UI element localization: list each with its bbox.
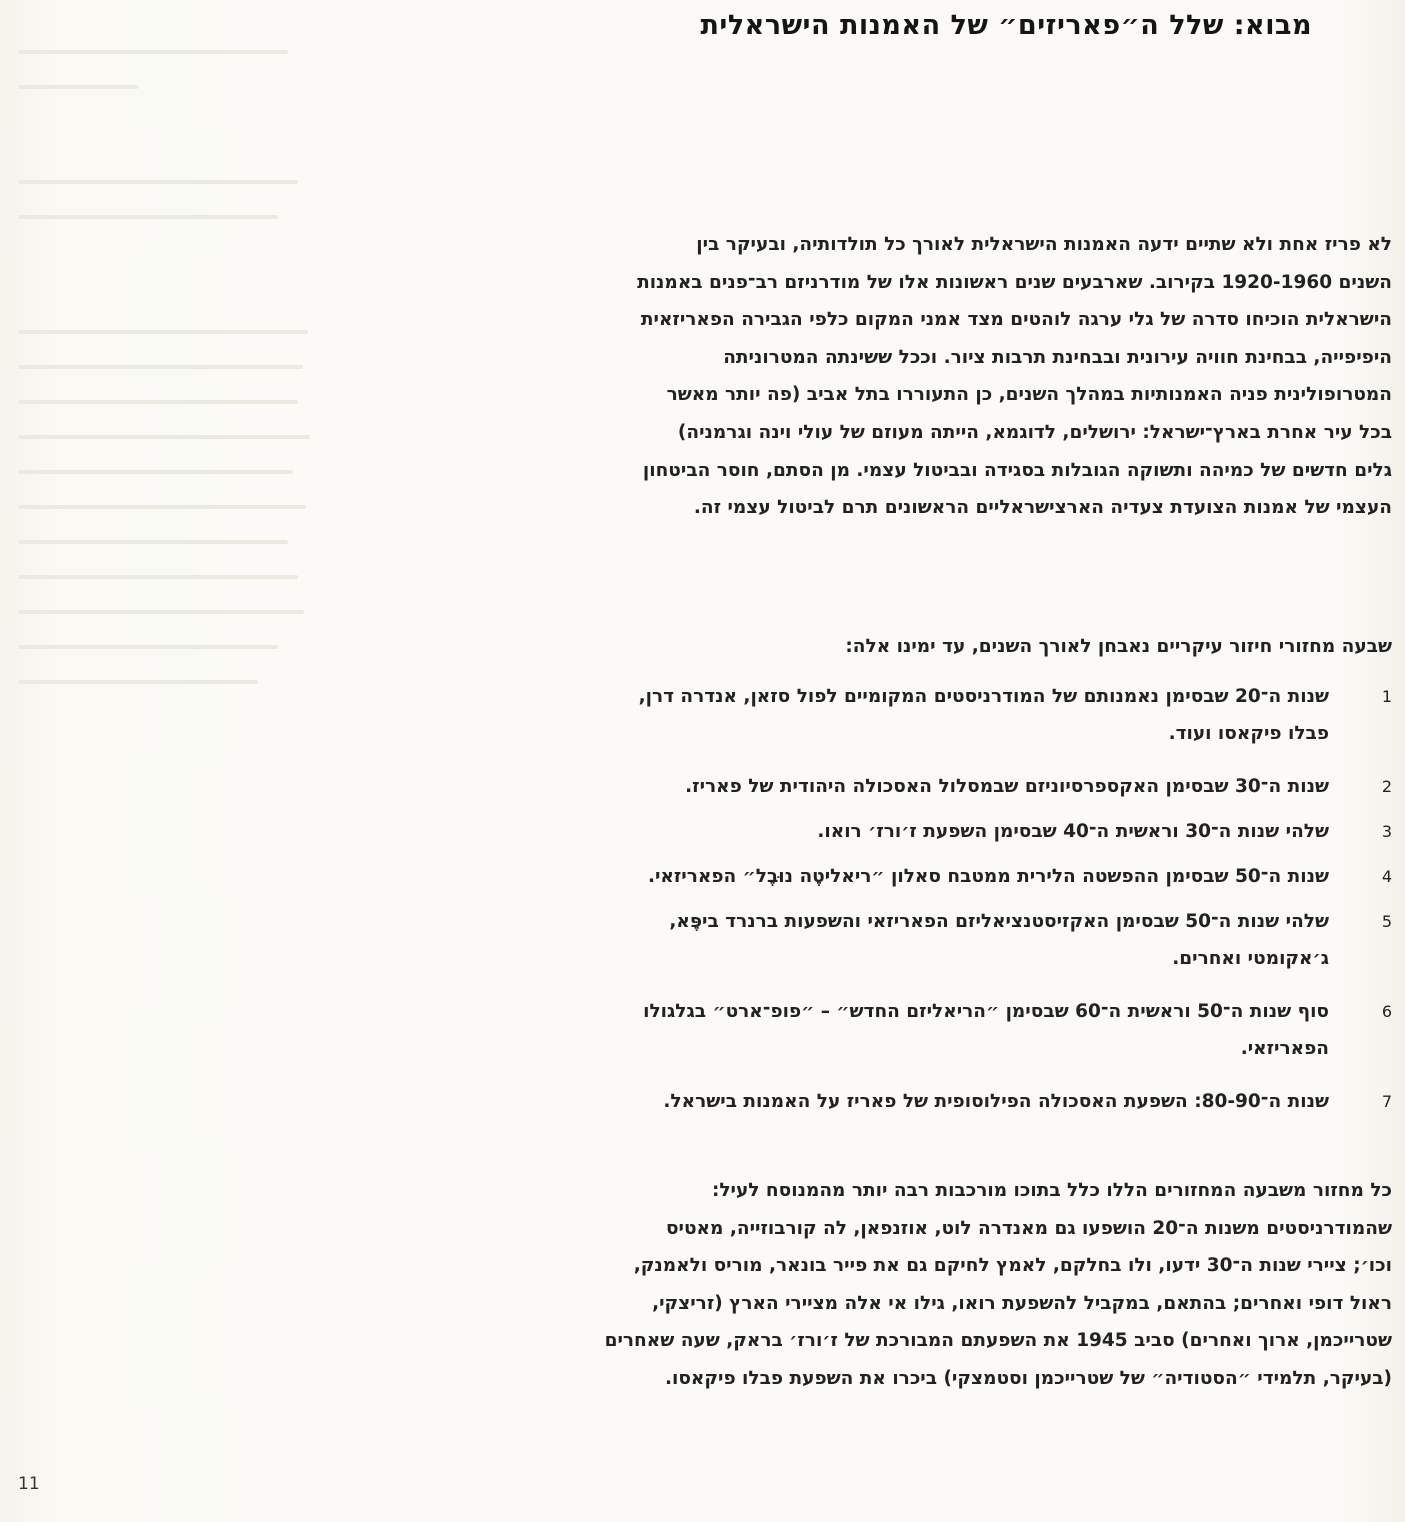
list-line: שנות ה־30 שבסימן האקספרסיוניזם שבמסלול האסכולה היהודית של פאריז. — [685, 776, 1329, 797]
list-number: 1 — [1381, 687, 1392, 706]
paragraph-line: (בעיקר, תלמידי ״הסטודיה״ של שטרייכמן וסטמצקי) ביכרו את השפעת פבלו פיקאסו. — [664, 1367, 1392, 1389]
paragraph-line: שהמודרניסטים משנות ה־20 הושפעו גם מאנדרה לוט, אוזנפאן, לה קורבוזייה, מאטיס — [665, 1217, 1392, 1239]
paragraph-line: כל מחזור משבעה המחזורים הללו כלל בתוכו מורכבות רבה יותר מהמנוסח לעיל: — [711, 1180, 1392, 1201]
list-intro: שבעה מחזורי חיזור עיקריים נאבחן לאורך השנים, עד ימינו אלה: — [845, 636, 1392, 657]
paragraph-line: שטרייכמן, ארוך ואחרים) סביב 1945 את השפעתם המבורכת של ז׳ורז׳ בראק, שעה שאחרים — [604, 1330, 1392, 1352]
list-number: 3 — [1381, 822, 1392, 841]
list-number: 5 — [1381, 912, 1392, 931]
paragraph-line: העצמי של אמנות הצועדת צעדיה הארצישראליים הראשונים תרם לביטול עצמי זה. — [693, 497, 1392, 519]
list-item — [392, 813, 1392, 850]
list-item — [392, 903, 1392, 977]
page-number: 11 — [18, 1474, 40, 1494]
paragraph-line: גלים חדשים של כמיהה ותשוקה הגובלות בסגידה ובביטול עצמי. מן הסתם, חוסר הביטחון — [642, 459, 1392, 481]
list-line: שלהי שנות ה־50 שבסימן האקזיסטנציאליזם הפאריזאי והשפעות ברנרד ביפֶּא, — [669, 911, 1329, 932]
bleed-through-column — [18, 30, 318, 710]
paragraph-line: וכו׳; ציירי שנות ה־30 ידעו, ולו בחלקם, לאמץ לחיקם גם את פייר בונאר, מוריס ולאמנק, — [633, 1255, 1392, 1277]
list-line: ג׳אקומטי ואחרים. — [1172, 948, 1329, 969]
list-line: שנות ה־50 שבסימן ההפשטה הלירית ממטבח סאלון ״ריאליטֶה נוּבֶל״ הפאריזאי. — [647, 866, 1329, 887]
list-line: שלהי שנות ה־30 וראשית ה־40 שבסימן השפעת ז׳ורז׳ רואו. — [817, 821, 1329, 842]
list-line: סוף שנות ה־50 וראשית ה־60 שבסימן ״הריאליזם החדש״ – ״פופ־ארט״ בגלגולו — [643, 1001, 1329, 1022]
list-number: 2 — [1381, 777, 1392, 796]
paragraph-line: לא פריז אחת ולא שתיים ידעה האמנות הישראלית לאורך כל תולדותיה, ובעיקר בין — [696, 234, 1392, 255]
list-item — [392, 678, 1392, 752]
intro-paragraph — [392, 226, 1392, 527]
closing-paragraph — [392, 1172, 1392, 1398]
list-number: 7 — [1381, 1092, 1392, 1111]
page-title: מבוא: שלל ה״פאריזים״ של האמנות הישראלית — [700, 10, 1312, 41]
list-item — [392, 1083, 1392, 1120]
list-item — [392, 993, 1392, 1067]
paragraph-line: הישראלית הוכיחו סדרה של גלי ערגה לוהטים מצד אמני המקום כלפי הגבירה הפאריזאית — [640, 309, 1392, 331]
list-line: שנות ה־20 שבסימן נאמנותם של המודרניסטים המקומיים לפול סזאן, אנדרה דרן, — [638, 686, 1329, 707]
paragraph-line: המטרופולינית פניה האמנותיות במהלך השנים, כן התעוררו בתל אביב (פה יותר מאשר — [666, 384, 1392, 406]
paragraph-line: ראול דופי ואחרים; בהתאם, במקביל להשפעת רואו, גילו אי אלה מציירי הארץ (זריצקי, — [652, 1292, 1392, 1314]
list-line: הפאריזאי. — [1240, 1038, 1329, 1059]
list-number: 6 — [1381, 1002, 1392, 1021]
list-item — [392, 858, 1392, 895]
list-line: פבלו פיקאסו ועוד. — [1168, 723, 1329, 744]
list-line: שנות ה־80-90: השפעת האסכולה הפילוסופית של פאריז על האמנות בישראל. — [663, 1091, 1329, 1112]
paragraph-line: השנים 1920-1960 בקירוב. שארבעים שנים ראשונות אלו של מודרניזם רב־פנים באמנות — [637, 271, 1392, 293]
paragraph-line: בכל עיר אחרת בארץ־ישראל: ירושלים, לדוגמא, הייתה מעוזם של עולי וינה וגרמניה) — [677, 421, 1392, 443]
list-number: 4 — [1381, 867, 1392, 886]
list-item — [392, 768, 1392, 805]
paragraph-line: היפיפייה, בבחינת חוויה עירונית ובבחינת תרבות ציור. וככל ששינתה המטרוניתה — [723, 346, 1392, 368]
